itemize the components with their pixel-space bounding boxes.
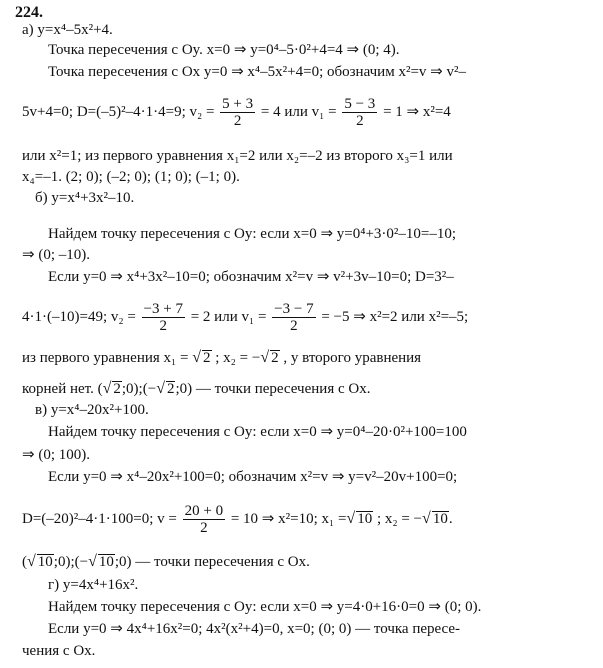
part-b-ox-line2-pre: 4·1·(–10)=49; v₂ = — [22, 308, 136, 325]
part-c-ox-line2-pre: D=(–20)²–4·1·100=0; v = — [22, 510, 177, 527]
part-c-label: в) — [35, 402, 48, 418]
part-c-ox-line2-post: = 10 ⇒ x²=10; x₁ = — [230, 510, 347, 527]
part-a-frac1-num: 5 + 3 — [222, 96, 254, 112]
part-a-ox-line1: Точка пересечения с Ox y=0 ⇒ x⁴–5x²+4=0; обозначим x²=v ⇒ v²– — [48, 64, 466, 80]
part-c-header — [35, 402, 149, 419]
part-b-oy-line1: Найдем точку пересечения с Oy: если x=0 ⇒ y=0⁴+3·0²–10=–10; — [48, 226, 457, 242]
sqrt-icon: √ — [27, 553, 36, 570]
part-b-ox-line2 — [22, 301, 468, 334]
part-d-label: г) — [48, 577, 60, 593]
part-b-ox-line3-post: , у второго уравнения — [283, 350, 422, 366]
part-c-points-line — [22, 553, 310, 571]
part-a-ox-line2-post: = 1 ⇒ x²=4 — [383, 103, 451, 120]
part-b-fraction-2 — [272, 301, 315, 334]
part-b-point1-mid: ;0);(− — [121, 381, 157, 397]
part-d-ox-line1: Если y=0 ⇒ 4x⁴+16x²=0; 4x²(x²+4)=0, x=0; (0; 0) — точка пересе- — [48, 621, 461, 637]
part-c-root1: 10 — [357, 510, 373, 527]
part-c-ox-line2-end: . — [448, 510, 453, 527]
sqrt-icon: √ — [260, 349, 270, 366]
part-d-header — [48, 577, 138, 594]
sqrt-icon: √ — [88, 553, 97, 570]
part-c-oy-line2: ⇒ (0; 100). — [22, 447, 90, 463]
part-b-point1-pre: ( — [97, 381, 103, 397]
part-a-ox-line4: x₄=–1. (2; 0); (–2; 0); (1; 0); (–1; 0). — [22, 169, 240, 185]
part-b-header — [35, 190, 134, 207]
part-d-oy-line: Найдем точку пересечения с Oy: если x=0 ⇒ y=4·0+16·0=0 ⇒ (0; 0). — [48, 599, 482, 615]
part-b-ox-line3-mid: ; x₂ = − — [215, 350, 261, 366]
part-c-equation: y=x⁴–20x²+100. — [50, 402, 149, 418]
part-c-root2: 10 — [432, 510, 448, 527]
part-c-points-suffix: — точки пересечения с Ox. — [135, 554, 310, 570]
part-c-frac-num: 20 + 0 — [184, 503, 224, 519]
part-c-point-mid: ;0);(− — [53, 554, 89, 570]
part-c-frac-den: 2 — [200, 520, 208, 536]
part-a-ox-line2-pre: 5v+4=0; D=(–5)²–4·1·4=9; v₂ = — [22, 103, 215, 120]
part-c-point-root2: 10 — [98, 554, 114, 570]
part-a-ox-line2 — [22, 96, 451, 129]
problem-number: 224. — [15, 4, 43, 21]
part-a-ox-line3: или x²=1; из первого уравнения x₁=2 или x₂=–2 из второго x₃=1 или — [22, 148, 453, 164]
part-a-label: а) — [22, 22, 34, 38]
part-b-ox-line3-pre: из первого уравнения x₁ = — [22, 350, 189, 366]
part-b-point1-root2: 2 — [166, 381, 175, 397]
part-b-fraction-1 — [142, 301, 185, 334]
part-b-label: б) — [35, 190, 48, 206]
part-c-oy-line1: Найдем точку пересечения с Oy: если x=0 ⇒ y=0⁴–20·0²+100=100 — [48, 424, 467, 440]
part-c-ox-line2-mid2: ; x₂ = − — [376, 510, 423, 527]
part-a-header — [22, 22, 113, 39]
part-b-root1: 2 — [203, 350, 211, 366]
sqrt-icon: √ — [422, 509, 431, 527]
part-c-ox-line1: Если y=0 ⇒ x⁴–20x²+100=0; обозначим x²=v ⇒ y=v²–20v+100=0; — [48, 469, 458, 485]
part-b-ox-line2-mid: = 2 или v₁ = — [190, 308, 267, 325]
part-a-fraction-1 — [220, 96, 255, 129]
part-b-point1-root: 2 — [113, 381, 121, 397]
part-d-equation: y=4x⁴+16x². — [62, 577, 139, 593]
part-b-frac1-num: −3 + 7 — [143, 301, 183, 317]
part-b-ox-line4-post: — точки пересечения с Ox. — [195, 381, 371, 397]
part-b-frac2-num: −3 − 7 — [274, 301, 314, 317]
part-b-point1-post: ;0) — [175, 381, 193, 397]
part-a-oy-line: Точка пересечения с Oy. x=0 ⇒ y=0⁴–5·0²+4=4 ⇒ (0; 4). — [48, 42, 400, 58]
part-b-ox-line1: Если y=0 ⇒ x⁴+3x²–10=0; обозначим x²=v ⇒ v²+3v–10=0; D=3²– — [48, 269, 454, 285]
sqrt-icon: √ — [192, 349, 201, 366]
part-b-frac1-den: 2 — [159, 318, 167, 334]
part-c-point-root: 10 — [37, 554, 53, 570]
part-c-point-post: ;0) — [114, 554, 132, 570]
part-b-frac2-den: 2 — [290, 318, 298, 334]
part-a-equation: y=x⁴–5x²+4. — [37, 22, 113, 38]
part-c-ox-line2 — [22, 503, 453, 536]
part-b-ox-line3 — [22, 349, 421, 367]
part-c-fraction — [183, 503, 225, 536]
part-a-frac2-den: 2 — [356, 113, 364, 129]
part-b-equation: y=x⁴+3x²–10. — [51, 190, 135, 206]
part-b-root2: 2 — [271, 350, 279, 366]
part-a-ox-line2-mid: = 4 или v₁ = — [260, 103, 337, 120]
part-b-oy-line2: ⇒ (0; –10). — [22, 247, 90, 263]
part-d-ox-line2: чения с Ox. — [22, 643, 96, 659]
sqrt-icon: √ — [102, 380, 112, 397]
part-a-frac2-num: 5 − 3 — [344, 96, 376, 112]
sqrt-icon: √ — [156, 380, 165, 397]
part-a-frac1-den: 2 — [233, 113, 242, 129]
sqrt-icon: √ — [346, 509, 356, 527]
part-b-ox-line2-post: = −5 ⇒ x²=2 или x²=–5; — [321, 308, 469, 325]
part-a-fraction-2 — [342, 96, 377, 129]
part-b-ox-line4-pre: корней нет. — [22, 381, 94, 397]
part-b-ox-line4 — [22, 380, 370, 398]
part-c-point-pre: ( — [22, 554, 27, 570]
